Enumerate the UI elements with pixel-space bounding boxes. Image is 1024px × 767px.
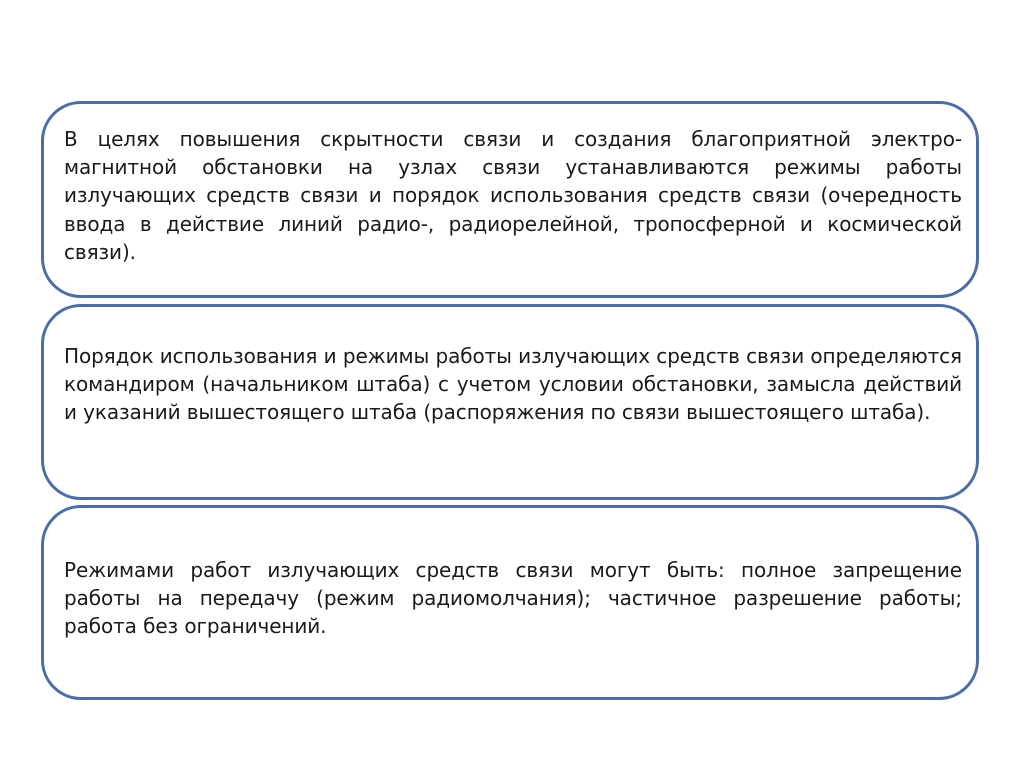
block-text: Порядок использования и режимы работы излучающих средств связи определяются командиром (начальником штаба) с учетом условии обстановки, замысла действий и указаний вышестоящего штаба (распоряжения по связи вышестоящего штаба). [64, 344, 962, 425]
text-block-modes-purpose [41, 101, 979, 298]
block-text: Режимами работ излучающих средств связи могут быть: полное запрещение работы на передачу (режим радиомолчания); частичное разрешение работы; работа без ограничений. [64, 558, 962, 639]
text-block-operating-modes [41, 505, 979, 700]
block-text: В целях повышения скрытности связи и создания благоприятной электро-магнитной обстановки на узлах связи устанавливаются режимы работы излучающих средств связи и порядок использования средств связи (очередность ввода в действие линий радио-, радиорелейной, тропосферной и космической связи). [64, 127, 962, 264]
text-block-order-determination [41, 304, 979, 500]
